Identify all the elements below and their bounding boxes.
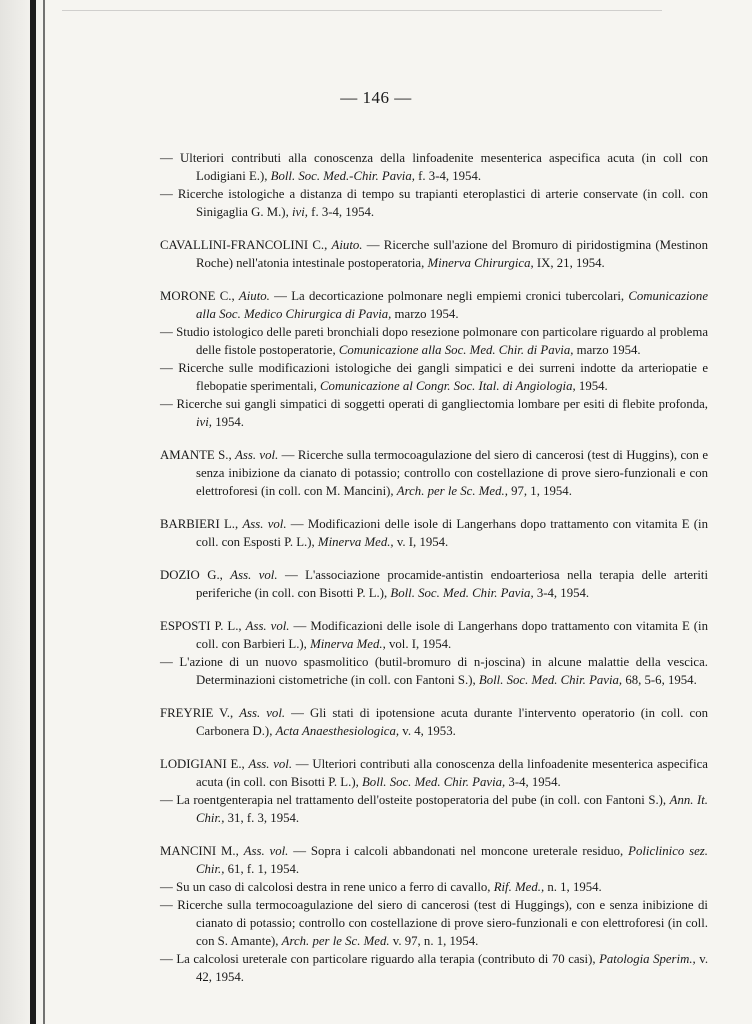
publication-item: — Ricerche sui gangli simpatici di soggetti operati di gangliectomia lombare per esiti di flebite profonda, ivi, 1954. xyxy=(160,397,709,429)
publication-item: DOZIO G., Ass. vol. — L'associazione procamide-antistin endoarteriosa nella terapia delle arteriti periferiche (in coll. con Bisotti P. L.), Boll. Soc. Med. Chir. Pavia, 3-4, 1954. xyxy=(160,568,709,600)
publication-details: 68, 5-6, 1954. xyxy=(622,673,697,687)
author-role: Ass. vol. xyxy=(243,844,289,858)
journal-name: Comunicazione al Congr. Soc. Ital. di Angiologia, xyxy=(320,379,576,393)
journal-name: Acta Anaesthesiologica, xyxy=(275,724,400,738)
publication-item: — Studio istologico delle pareti bronchiali dopo resezione polmonare con particolare riguardo al problema delle fistole postoperatorie, Comunicazione alla Soc. Med. Chir. di Pavia, marzo 1954. xyxy=(160,325,708,357)
publication-title: La calcolosi ureterale con particolare riguardo alla terapia (contributo di 70 casi), xyxy=(176,952,600,966)
scan-edge xyxy=(0,0,48,1024)
publication-item: MORONE C., Aiuto. — La decorticazione polmonare negli empiemi cronici tubercolari, Comunicazione alla Soc. Medico Chirurgica di Pavia, marzo 1954. xyxy=(160,289,708,321)
publication-item: — Ulteriori contributi alla conoscenza della linfoadenite mesenterica aspecifica acuta (in coll con Lodigiani E.), Boll. Soc. Med.-Chir. Pavia, f. 3-4, 1954. xyxy=(160,151,708,183)
bibliography-entry xyxy=(160,704,708,740)
publication-item: FREYRIE V., Ass. vol. — Gli stati di ipotensione acuta durante l'intervento operatorio (in coll. con Carbonera D.), Acta Anaesthesiologica, v. 4, 1953. xyxy=(160,706,708,738)
journal-name: Arch. per le Sc. Med., xyxy=(396,484,508,498)
publication-title: Sopra i calcoli abbandonati nel moncone ureterale residuo, xyxy=(310,844,629,858)
publication-details: marzo 1954. xyxy=(391,307,459,321)
author-role: Aiuto. xyxy=(238,289,270,303)
bibliography-entry xyxy=(160,617,708,689)
author-name: MORONE C., xyxy=(160,289,239,303)
author-role: Ass. vol. xyxy=(239,706,286,720)
publication-title: Ricerche sui gangli simpatici di soggetti operati di gangliectomia lombare per esiti di flebite profonda, xyxy=(176,397,709,411)
author-name: BARBIERI L., xyxy=(160,517,243,531)
journal-name: Boll. Soc. Med. Chir. Pavia, xyxy=(390,586,534,600)
publication-details: 3-4, 1954. xyxy=(505,775,561,789)
publication-details: v. 97, n. 1, 1954. xyxy=(389,934,479,948)
publication-item: LODIGIANI E., Ass. vol. — Ulteriori contributi alla conoscenza della linfoadenite mesenterica aspecifica acuta (in coll. con Bisotti P. L.), Boll. Soc. Med. Chir. Pavia, 3-4, 1954. xyxy=(160,757,708,789)
journal-name: Patologia Sperim., xyxy=(599,952,696,966)
author-role: Ass. vol. xyxy=(248,757,293,771)
binding-shadow xyxy=(30,0,36,1024)
publication-title: Ulteriori contributi alla conoscenza della linfoadenite mesenterica aspecifica acuta (in coll. con Bisotti P. L.), xyxy=(196,757,708,789)
publication-details: vol. I, 1954. xyxy=(385,637,452,651)
journal-name: Boll. Soc. Med. Chir. Pavia, xyxy=(361,775,506,789)
journal-name: Policlinico sez. Chir., xyxy=(196,844,708,876)
author-role: Ass. vol. xyxy=(230,568,278,582)
publication-title: Su un caso di calcolosi destra in rene unico a ferro di cavallo, xyxy=(176,880,494,894)
publication-item: — Ricerche sulla termocoagulazione del siero di cancerosi (test di Huggings), con e senza inibizione di cianato di potassio; controllo con costellazione di prove siero-funzionali e con elettroforesi (in coll. con S. Amante), Arch. per le Sc. Med. v. 97, n. 1, 1954. xyxy=(160,898,708,948)
journal-name: ivi, xyxy=(196,415,212,429)
publication-item: — L'azione di un nuovo spasmolitico (butil-bromuro di n-joscina) in alcune malattie della vescica. Determinazioni cistometriche (in coll. con Fantoni S.), Boll. Soc. Med. Chir. Pavia, 68, 5-6, 1954. xyxy=(160,655,708,687)
publication-item: — Ricerche sulle modificazioni istologiche dei gangli simpatici e dei surreni indotte da arteriopatie e flebopatie sperimentali, Comunicazione al Congr. Soc. Ital. di Angiologia, 1954. xyxy=(160,361,708,393)
publication-title: Ricerche istologiche a distanza di tempo su trapianti eteroplastici di arterie conservate (in coll. con Sinigaglia G. M.), xyxy=(177,187,709,219)
publication-details: v. 42, 1954. xyxy=(196,952,709,984)
publication-details: IX, 21, 1954. xyxy=(533,256,605,270)
publication-title: Ulteriori contributi alla conoscenza della linfoadenite mesenterica aspecifica acuta (in coll con Lodigiani E.), xyxy=(180,151,708,183)
author-name: LODIGIANI E., xyxy=(160,757,249,771)
publication-title: Studio istologico delle pareti bronchiali dopo resezione polmonare con particolare riguardo al problema delle fistole postoperatorie, xyxy=(176,325,708,357)
bibliography-entry xyxy=(160,755,708,827)
publication-item: — La calcolosi ureterale con particolare riguardo alla terapia (contributo di 70 casi), Patologia Sperim., v. 42, 1954. xyxy=(160,952,709,984)
publication-details: n. 1, 1954. xyxy=(544,880,602,894)
bibliography-entry xyxy=(160,446,708,500)
journal-name: Comunicazione alla Soc. Med. Chir. di Pavia, xyxy=(338,343,574,357)
publication-title: Ricerche sull'azione del Bromuro di piridostigmina (Mestinon Roche) nell'atonia intestinale postoperatoria, xyxy=(196,238,708,270)
bibliography-entry xyxy=(160,149,708,221)
author-name: AMANTE S., xyxy=(160,448,236,462)
publication-details: f. 3-4, 1954. xyxy=(414,169,482,183)
publication-details: v. I, 1954. xyxy=(393,535,449,549)
journal-name: Ann. It. Chir., xyxy=(196,793,709,825)
binding-line xyxy=(43,0,45,1024)
publication-details: 31, f. 3, 1954. xyxy=(224,811,300,825)
publication-item: — La roentgenterapia nel trattamento dell'osteite postoperatoria del pube (in coll. con Fantoni S.), Ann. It. Chir., 31, f. 3, 1954. xyxy=(160,793,709,825)
author-role: Ass. vol. xyxy=(245,619,290,633)
publication-item: MANCINI M., Ass. vol. — Sopra i calcoli abbandonati nel moncone ureterale residuo, Policlinico sez. Chir., 61, f. 1, 1954. xyxy=(160,844,708,876)
publication-details: marzo 1954. xyxy=(573,343,641,357)
journal-name: Boll. Soc. Med. Chir. Pavia, xyxy=(478,673,623,687)
journal-name: Minerva Med., xyxy=(317,535,394,549)
journal-name: ivi, xyxy=(291,205,308,219)
publication-details: 3-4, 1954. xyxy=(533,586,590,600)
publication-details: v. 4, 1953. xyxy=(399,724,456,738)
publication-item: — Su un caso di calcolosi destra in rene unico a ferro di cavallo, Rif. Med., n. 1, 1954. xyxy=(160,880,602,894)
bibliography-entry xyxy=(160,287,708,431)
journal-name: Rif. Med., xyxy=(493,880,545,894)
publication-title: Ricerche sulla termocoagulazione del siero di cancerosi (test di Huggins), con e senza inibizione da cianato di potassio; controllo con costellazione di prove siero-funzionali e con elettroforesi (in coll. con M. Mancini), xyxy=(196,448,708,498)
publication-title: Modificazioni delle isole di Langerhans dopo trattamento con vitamita E (in coll. con Esposti P. L.), xyxy=(196,517,708,549)
publication-item: AMANTE S., Ass. vol. — Ricerche sulla termocoagulazione del siero di cancerosi (test di Huggins), con e senza inibizione da cianato di potassio; controllo con costellazione di prove siero-funzionali e con elettroforesi (in coll. con M. Mancini), Arch. per le Sc. Med., 97, 1, 1954. xyxy=(160,448,708,498)
bibliography-entry xyxy=(160,236,708,272)
publication-details: 61, f. 1, 1954. xyxy=(224,862,300,876)
publication-title: Gli stati di ipotensione acuta durante l'intervento operatorio (in coll. con Carbonera D.), xyxy=(196,706,708,738)
author-role: Ass. vol. xyxy=(242,517,287,531)
top-rule xyxy=(62,10,662,11)
publication-title: La roentgenterapia nel trattamento dell'osteite postoperatoria del pube (in coll. con Fantoni S.), xyxy=(176,793,670,807)
publication-item: CAVALLINI-FRANCOLINI C., Aiuto. — Ricerche sull'azione del Bromuro di piridostigmina (Mestinon Roche) nell'atonia intestinale postoperatoria, Minerva Chirurgica, IX, 21, 1954. xyxy=(160,238,708,270)
publication-item: BARBIERI L., Ass. vol. — Modificazioni delle isole di Langerhans dopo trattamento con vitamita E (in coll. con Esposti P. L.), Minerva Med., v. I, 1954. xyxy=(160,517,708,549)
author-name: MANCINI M., xyxy=(160,844,244,858)
bibliography-entry xyxy=(160,842,708,986)
author-name: ESPOSTI P. L., xyxy=(160,619,246,633)
author-role: Ass. vol. xyxy=(235,448,279,462)
publication-item: ESPOSTI P. L., Ass. vol. — Modificazioni delle isole di Langerhans dopo trattamento con vitamita E (in coll. con Barbieri L.), Minerva Med., vol. I, 1954. xyxy=(160,619,708,651)
publication-details: 1954. xyxy=(575,379,608,393)
bibliography-list xyxy=(160,149,708,1001)
page-number: — 146 — xyxy=(340,88,412,107)
author-name: CAVALLINI-FRANCOLINI C., xyxy=(160,238,332,252)
publication-details: 97, 1, 1954. xyxy=(507,484,572,498)
bibliography-entry xyxy=(160,515,708,551)
journal-name: Minerva Med., xyxy=(310,637,386,651)
publication-item: — Ricerche istologiche a distanza di tempo su trapianti eteroplastici di arterie conservate (in coll. con Sinigaglia G. M.), ivi, f. 3-4, 1954. xyxy=(160,187,709,219)
publication-title: Ricerche sulla termocoagulazione del siero di cancerosi (test di Huggings), con e senza inibizione di cianato di potassio; controllo con costellazione di prove siero-funzionali e con elettroforesi (in coll. con S. Amante), xyxy=(177,898,708,948)
author-role: Aiuto. xyxy=(331,238,363,252)
publication-title: La decorticazione polmonare negli empiemi cronici tubercolari, xyxy=(291,289,629,303)
publication-details: f. 3-4, 1954. xyxy=(307,205,375,219)
bibliography-entry xyxy=(160,566,708,602)
publication-title: Ricerche sulle modificazioni istologiche dei gangli simpatici e dei surreni indotte da arteriopatie e flebopatie sperimentali, xyxy=(178,361,708,393)
journal-name: Comunicazione alla Soc. Medico Chirurgica di Pavia, xyxy=(196,289,708,321)
journal-name: Boll. Soc. Med.-Chir. Pavia, xyxy=(270,169,415,183)
journal-name: Arch. per le Sc. Med. xyxy=(281,934,390,948)
publication-details: 1954. xyxy=(212,415,244,429)
publication-title: L'azione di un nuovo spasmolitico (butil-bromuro di n-joscina) in alcune malattie della vescica. Determinazioni cistometriche (in coll. con Fantoni S.), xyxy=(179,655,708,687)
author-name: DOZIO G., xyxy=(160,568,231,582)
journal-name: Minerva Chirurgica, xyxy=(427,256,534,270)
publication-title: Modificazioni delle isole di Langerhans dopo trattamento con vitamita E (in coll. con Barbieri L.), xyxy=(196,619,708,651)
publication-title: L'associazione procamide-antistin endoarteriosa nella terapia delle arteriti periferiche (in coll. con Bisotti P. L.), xyxy=(196,568,709,600)
author-name: FREYRIE V., xyxy=(160,706,240,720)
